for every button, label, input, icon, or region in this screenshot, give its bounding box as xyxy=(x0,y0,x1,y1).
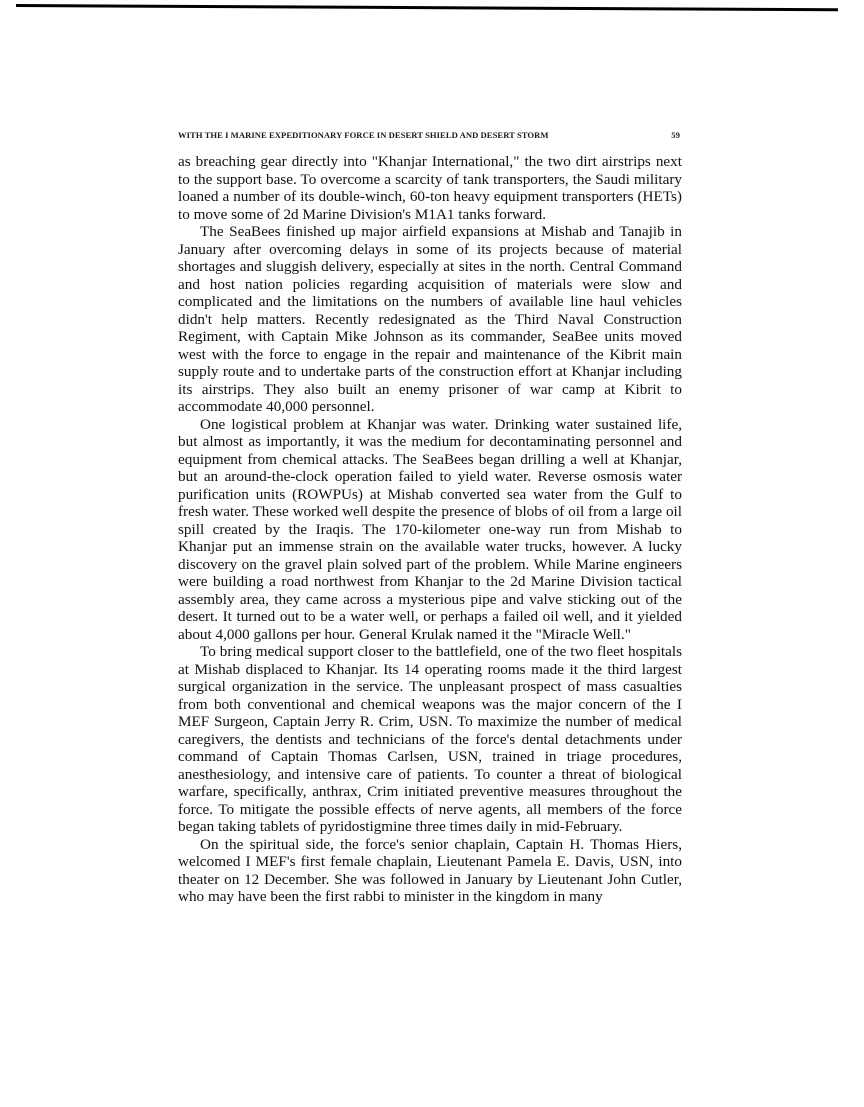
page-number: 59 xyxy=(671,130,680,140)
paragraph-chaplain: On the spiritual side, the force's senior chaplain, Captain H. Thomas Hiers, welcomed I MEF's first female chaplain, Lieutenant Pamela E. Davis, USN, into theater on 12 December. She was followed in January by Lieutenant John Cutler, who may have been the first rabbi to minister in the kingdom in many xyxy=(178,835,682,905)
paragraph-medical: To bring medical support closer to the battlefield, one of the two fleet hospitals at Mishab displaced to Khanjar. Its 14 operating rooms made it the third largest surgical organization in the service. The unpleasant prospect of mass casualties from both conventional and chemical weapons was the major concern of the I MEF Surgeon, Captain Jerry R. Crim, USN. To maximize the number of medical caregivers, the dentists and technicians of the force's dental detachments under command of Captain Thomas Carlsen, USN, trained in triage procedures, anesthesiology, and intensive care of patients. To counter a threat of biological warfare, specifically, anthrax, Crim initiated preventive measures throughout the force. To mitigate the possible effects of nerve agents, all members of the force began taking tablets of pyridostigmine three times daily in mid-February. xyxy=(178,643,682,835)
running-head xyxy=(178,128,682,142)
document-page xyxy=(178,128,682,906)
scan-top-rule xyxy=(16,4,838,11)
body-text xyxy=(178,153,682,906)
running-head-title: WITH THE I MARINE EXPEDITIONARY FORCE IN DESERT SHIELD AND DESERT STORM xyxy=(178,130,549,140)
paragraph-water: One logistical problem at Khanjar was water. Drinking water sustained life, but almost as importantly, it was the medium for decontaminating personnel and equipment from chemical attacks. The SeaBees began drilling a well at Khanjar, but an around-the-clock operation failed to yield water. Reverse osmosis water purification units (ROWPUs) at Mishab converted sea water from the Gulf to fresh water. These worked well despite the presence of blobs of oil from a large oil spill created by the Iraqis. The 170-kilometer one-way run from Mishab to Khanjar put an immense strain on the available water trucks, however. A lucky discovery on the gravel plain solved part of the problem. While Marine engineers were building a road northwest from Khanjar to the 2d Marine Division tactical assembly area, they came across a mysterious pipe and valve sticking out of the desert. It turned out to be a water well, or perhaps a failed oil well, and it yielded about 4,000 gallons per hour. General Krulak named it the "Miracle Well." xyxy=(178,415,682,643)
paragraph-continued: as breaching gear directly into "Khanjar International," the two dirt airstrips next to the support base. To overcome a scarcity of tank transporters, the Saudi military loaned a number of its double-winch, 60-ton heavy equipment transporters (HETs) to move some of 2d Marine Division's M1A1 tanks forward. xyxy=(178,153,682,223)
paragraph-seabees: The SeaBees finished up major airfield expansions at Mishab and Tanajib in January after overcoming delays in some of its projects because of material shortages and sluggish delivery, especially at sites in the north. Central Command and host nation policies regarding acquisition of materials were slow and complicated and the limitations on the numbers of available line haul vehicles didn't help matters. Recently redesignated as the Third Naval Construction Regiment, with Captain Mike Johnson as its commander, SeaBee units moved west with the force to engage in the repair and maintenance of the Kibrit main supply route and to undertake parts of the construction effort at Khanjar including its airstrips. They also built an enemy prisoner of war camp at Kibrit to accommodate 40,000 personnel. xyxy=(178,223,682,415)
